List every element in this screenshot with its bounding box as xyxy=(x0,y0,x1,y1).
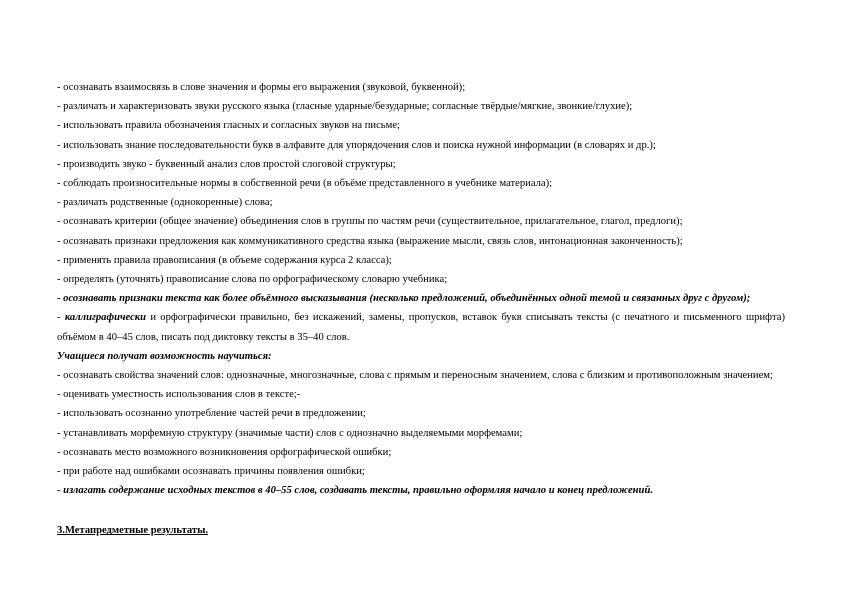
text-features-item: - осознавать признаки текста как более объёмного высказывания (несколько предложений, объединённых одной темой и связанных друг с другом); xyxy=(57,293,751,305)
calligraphy-prefix: - xyxy=(57,312,65,324)
list-item: - соблюдать произносительные нормы в собственной речи (в объёме представленного в учебнике материала); xyxy=(57,178,553,190)
list-item: - излагать содержание исходных текстов в 40–55 слов, создавать тексты, правильно оформляя начало и конец предложений. xyxy=(57,485,653,497)
list-item: - производить звуко - буквенный анализ слов простой слоговой структуры; xyxy=(57,158,396,170)
list-item: - оценивать уместность использования слов в тексте;- xyxy=(57,389,301,401)
calligraphy-emphasis: каллиграфически xyxy=(64,312,147,324)
calligraphy-item xyxy=(57,308,785,346)
list-item: - различать и характеризовать звуки русского языка (гласные ударные/безударные; согласные твёрдые/мягкие, звонкие/глухие); xyxy=(57,101,633,113)
list-item: - применять правила правописания (в объеме содержания курса 2 класса); xyxy=(57,254,392,266)
spacer xyxy=(57,500,785,519)
list-item: - различать родственные (однокоренные) слова; xyxy=(57,197,273,209)
list-item: - осознавать место возможного возникновения орфографической ошибки; xyxy=(57,446,392,458)
list-item: - использовать знание последовательности букв в алфавите для упорядочения слов и поиска нужной информации (в словарях и др.); xyxy=(57,139,656,151)
document-page xyxy=(57,78,785,541)
opportunity-heading: Учащиеся получат возможность научиться: xyxy=(57,350,272,362)
list-item: - использовать правила обозначения гласных и согласных звуков на письме; xyxy=(57,120,400,132)
list-item: - устанавливать морфемную структуру (значимые части) слов с однозначно выделяемыми морфемами; xyxy=(57,427,523,439)
list-item: - осознавать свойства значений слов: однозначные, многозначные, слова с прямым и переносным значением, слова с близким и противоположным значением; xyxy=(57,370,773,382)
list-item: - использовать осознанно употребление частей речи в предложении; xyxy=(57,408,366,420)
list-item: - осознавать признаки предложения как коммуникативного средства языка (выражение мысли, связь слов, интонационная законченность); xyxy=(57,235,683,247)
list-item: - осознавать критерии (общее значение) объединения слов в группы по частям речи (существительное, прилагательное, глагол, предлоги); xyxy=(57,216,683,228)
calligraphy-rest: и орфографически правильно, без искажений, замены, пропусков, вставок букв списывать тексты (с печатного и письменного шрифта) объёмом в 40–45 слов, писать под диктовку тексты в 35–40 слов. xyxy=(57,312,785,343)
list-item: - определять (уточнять) правописание слова по орфографическому словарю учебника; xyxy=(57,274,448,286)
section-heading: 3.Метапредметные результаты. xyxy=(57,525,209,537)
list-item: - при работе над ошибками осознавать причины появления ошибки; xyxy=(57,466,365,478)
list-item: - осознавать взаимосвязь в слове значения и формы его выражения (звуковой, буквенной); xyxy=(57,82,466,93)
